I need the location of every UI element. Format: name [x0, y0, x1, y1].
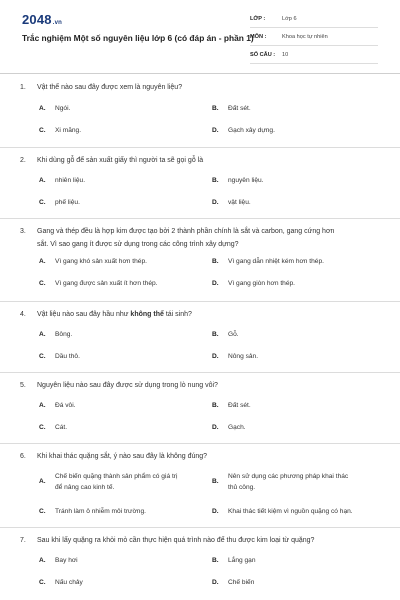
option-text-line: Nên sử dụng các phương pháp khai thác: [228, 473, 349, 480]
option-letter: C.: [39, 353, 46, 360]
option-text: Nấu chảy: [55, 579, 83, 586]
option-d[interactable]: [212, 422, 246, 433]
option-text: Chế biến: [228, 579, 255, 586]
option-letter: D.: [212, 508, 219, 515]
question-text: Sau khi lấy quặng ra khỏi mỏ cần thực hiện quá trình nào để thu được kim loại từ quặng?: [37, 537, 315, 544]
option-text: Cát.: [55, 424, 68, 431]
option-b[interactable]: [212, 175, 264, 186]
option-c[interactable]: [39, 351, 80, 362]
option-letter: A.: [39, 258, 46, 265]
option-text: Ngói.: [55, 105, 71, 112]
option-text: Vì gang khó sản xuất hơn thép.: [55, 258, 147, 265]
option-text: vật liệu.: [228, 199, 251, 206]
option-c[interactable]: [39, 577, 83, 588]
page-title: Trắc nghiệm Một số nguyên liệu lớp 6 (có đáp án - phần 1): [22, 33, 254, 43]
option-text-line: để nâng cao kinh tế.: [55, 484, 115, 491]
option-text: Tránh làm ô nhiễm môi trường.: [55, 508, 146, 515]
option-text: Vì gang được sản xuất ít hơn thép.: [55, 280, 158, 287]
option-letter: D.: [212, 127, 219, 134]
option-text: Gạch xây dựng.: [228, 127, 275, 134]
option-d[interactable]: [212, 577, 254, 588]
option-letter: A.: [39, 105, 46, 112]
question-text: Khi khai thác quặng sắt, ý nào sau đây là không đúng?: [37, 453, 208, 460]
option-letter: B.: [212, 478, 219, 485]
option-d[interactable]: [212, 197, 251, 208]
option-text: Gạch.: [228, 424, 246, 431]
option-a[interactable]: [39, 175, 85, 186]
question-text: Vật thể nào sau đây được xem là nguyên liệu?: [37, 84, 183, 91]
meta-key-subject: MÔN :: [250, 33, 267, 40]
option-d[interactable]: [212, 351, 258, 362]
option-letter: B.: [212, 177, 219, 184]
question-number: 4.: [20, 311, 26, 318]
option-text-line: Chế biến quặng thành sản phẩm có giá trị: [55, 473, 178, 480]
question-text: [37, 308, 380, 321]
option-letter: D.: [212, 280, 219, 287]
question-5: [0, 373, 400, 444]
option-letter: A.: [39, 177, 46, 184]
option-text: Đất sét.: [228, 105, 251, 112]
meta-row-subject: [250, 28, 378, 46]
question-1: [0, 74, 400, 148]
question-6: [0, 444, 400, 528]
option-letter: A.: [39, 478, 46, 485]
option-b[interactable]: [212, 555, 256, 566]
option-b[interactable]: [212, 471, 348, 493]
page-header: [0, 0, 400, 72]
option-text: Đá vôi.: [55, 402, 76, 409]
meta-key-count: SỐ CÂU :: [250, 51, 276, 58]
option-c[interactable]: [39, 422, 67, 433]
question-text: Khi dùng gỗ để sản xuất giấy thì người ta sẽ gọi gỗ là: [37, 157, 204, 164]
option-c[interactable]: [39, 506, 146, 517]
site-logo[interactable]: [22, 12, 62, 27]
quiz-meta: [250, 10, 378, 64]
option-text: [228, 471, 348, 493]
option-b[interactable]: [212, 103, 251, 114]
option-a[interactable]: [39, 256, 147, 267]
option-letter: D.: [212, 353, 219, 360]
option-text: Vì gang giòn hơn thép.: [228, 280, 296, 287]
option-text: Bay hơi: [55, 557, 78, 564]
option-b[interactable]: [212, 400, 251, 411]
option-text-line: thủ công.: [228, 484, 256, 491]
option-letter: B.: [212, 258, 219, 265]
question-text-emphasis: không thể: [130, 311, 164, 318]
option-text: nhiên liệu.: [55, 177, 86, 184]
option-text: Bông.: [55, 331, 73, 338]
question-text-after: tái sinh?: [163, 311, 192, 318]
logo-text: 2048: [22, 12, 52, 27]
option-letter: A.: [39, 331, 46, 338]
meta-key-class: LỚP :: [250, 15, 266, 22]
option-d[interactable]: [212, 506, 353, 517]
meta-value-count: 10: [282, 51, 289, 58]
option-letter: B.: [212, 557, 219, 564]
option-letter: C.: [39, 579, 46, 586]
option-letter: C.: [39, 424, 46, 431]
option-letter: D.: [212, 424, 219, 431]
question-text-line: sắt. Vì sao gang ít được sử dụng trong các công trình xây dựng?: [37, 241, 239, 248]
question-number: 3.: [20, 228, 26, 235]
question-2: [0, 148, 400, 219]
option-text: Nông sản.: [228, 353, 259, 360]
option-c[interactable]: [39, 125, 81, 136]
option-b[interactable]: [212, 256, 324, 267]
option-text: phế liệu.: [55, 199, 80, 206]
option-b[interactable]: [212, 329, 239, 340]
question-text-before: Vật liệu nào sau đây hầu như: [37, 311, 131, 318]
option-a[interactable]: [39, 471, 177, 493]
meta-value-subject: Khoa học tự nhiên: [282, 33, 328, 40]
option-c[interactable]: [39, 197, 80, 208]
logo-suffix: .vn: [52, 20, 63, 26]
option-a[interactable]: [39, 555, 78, 566]
question-text-line: Gang và thép đều là hợp kim được tạo bởi 2 thành phần chính là sắt và carbon, gang cứng hơn: [37, 228, 335, 235]
option-text: Vì gang dẫn nhiệt kém hơn thép.: [228, 258, 324, 265]
option-letter: C.: [39, 127, 46, 134]
question-number: 6.: [20, 453, 26, 460]
question-number: 7.: [20, 537, 26, 544]
question-4: [0, 302, 400, 373]
option-text: Lắng gạn: [228, 557, 256, 564]
option-letter: B.: [212, 105, 219, 112]
option-text: Đất sét.: [228, 402, 251, 409]
option-letter: D.: [212, 579, 219, 586]
question-7: [0, 528, 400, 600]
option-a[interactable]: [39, 329, 72, 340]
question-text: [37, 225, 380, 251]
option-letter: B.: [212, 331, 219, 338]
meta-row-class: [250, 10, 378, 28]
option-c[interactable]: [39, 278, 158, 289]
option-letter: C.: [39, 199, 46, 206]
option-a[interactable]: [39, 400, 76, 411]
option-letter: B.: [212, 402, 219, 409]
option-letter: C.: [39, 508, 46, 515]
option-d[interactable]: [212, 278, 295, 289]
option-letter: D.: [212, 199, 219, 206]
option-text: Gỗ.: [228, 331, 239, 338]
question-3: [0, 219, 400, 302]
question-number: 1.: [20, 84, 26, 91]
option-text: Xi măng.: [55, 127, 82, 134]
option-text: [55, 471, 177, 493]
question-text: Nguyên liệu nào sau đây được sử dụng trong lò nung vôi?: [37, 382, 218, 389]
question-number: 5.: [20, 382, 26, 389]
option-letter: A.: [39, 557, 46, 564]
option-a[interactable]: [39, 103, 70, 114]
option-letter: C.: [39, 280, 46, 287]
meta-row-count: [250, 46, 378, 64]
option-text: Dầu thô.: [55, 353, 80, 360]
option-text: nguyên liệu.: [228, 177, 264, 184]
question-list: [0, 74, 400, 600]
option-letter: A.: [39, 402, 46, 409]
option-d[interactable]: [212, 125, 275, 136]
question-number: 2.: [20, 157, 26, 164]
meta-value-class: Lớp 6: [282, 15, 297, 22]
option-text: Khai thác tiết kiệm vì nguồn quặng có hạn.: [228, 508, 353, 515]
